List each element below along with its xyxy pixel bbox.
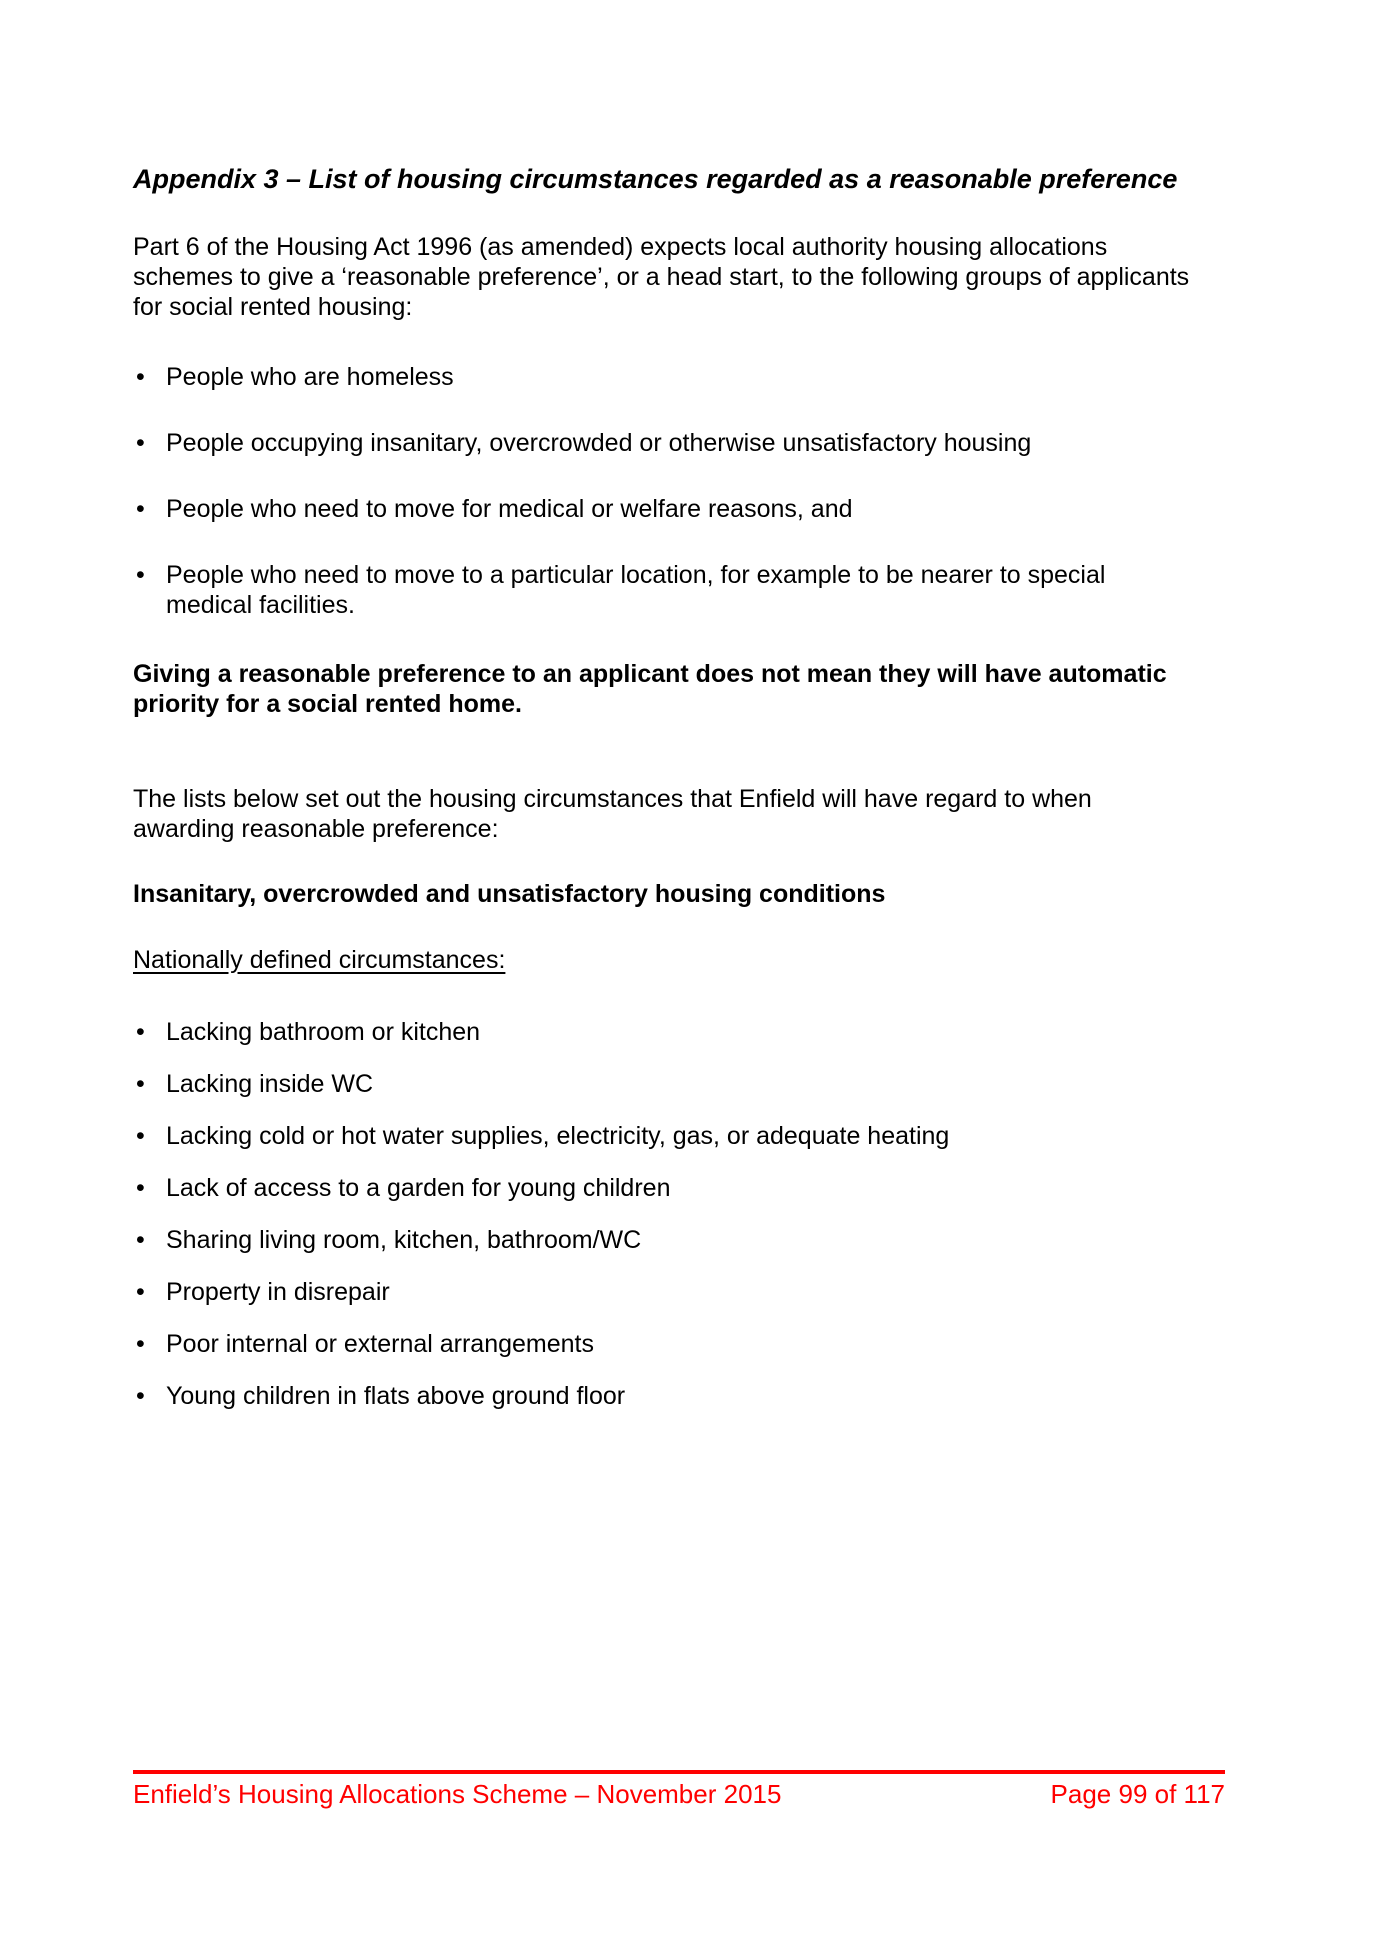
footer-document-title: Enfield’s Housing Allocations Scheme – November 2015 — [133, 1779, 782, 1809]
bold-note-paragraph: Giving a reasonable preference to an applicant does not mean they will have automatic priority for a social rented home. — [133, 660, 1167, 718]
list-item: • Lacking bathroom or kitchen — [133, 1017, 1193, 1047]
list-item: • Poor internal or external arrangements — [133, 1329, 1193, 1359]
list-item: • Lack of access to a garden for young children — [133, 1173, 1193, 1203]
list-item: • Sharing living room, kitchen, bathroom/WC — [133, 1225, 1193, 1255]
list-item: • Young children in flats above ground floor — [133, 1381, 1193, 1411]
list-item: • Lacking inside WC — [133, 1069, 1193, 1099]
section-heading: Insanitary, overcrowded and unsatisfactory housing conditions — [133, 880, 886, 908]
preference-groups-list — [133, 362, 1193, 620]
list-item: • People who need to move to a particular location, for example to be nearer to special medical facilities. — [133, 560, 1193, 620]
list-item: • People occupying insanitary, overcrowded or otherwise unsatisfactory housing — [133, 428, 1193, 458]
page-footer — [133, 1770, 1225, 1809]
list-item: • People who are homeless — [133, 362, 1193, 392]
circumstances-list — [133, 1017, 1193, 1411]
document-body — [133, 0, 1193, 1433]
page-title: Appendix 3 – List of housing circumstances regarded as a reasonable preference — [133, 164, 1178, 194]
footer-page-number: Page 99 of 117 — [1050, 1779, 1225, 1809]
list-item: • People who need to move for medical or welfare reasons, and — [133, 494, 1193, 524]
intro-paragraph: Part 6 of the Housing Act 1996 (as amended) expects local authority housing allocations schemes to give a ‘reasonable preference’, or a head start, to the following groups of applicants for social rented housing: — [133, 233, 1190, 321]
list-item: • Property in disrepair — [133, 1277, 1193, 1307]
lists-intro-paragraph: The lists below set out the housing circumstances that Enfield will have regard to when awarding reasonable preference: — [133, 785, 1092, 843]
list-item: • Lacking cold or hot water supplies, electricity, gas, or adequate heating — [133, 1121, 1193, 1151]
subsection-heading: Nationally defined circumstances: — [133, 946, 506, 974]
